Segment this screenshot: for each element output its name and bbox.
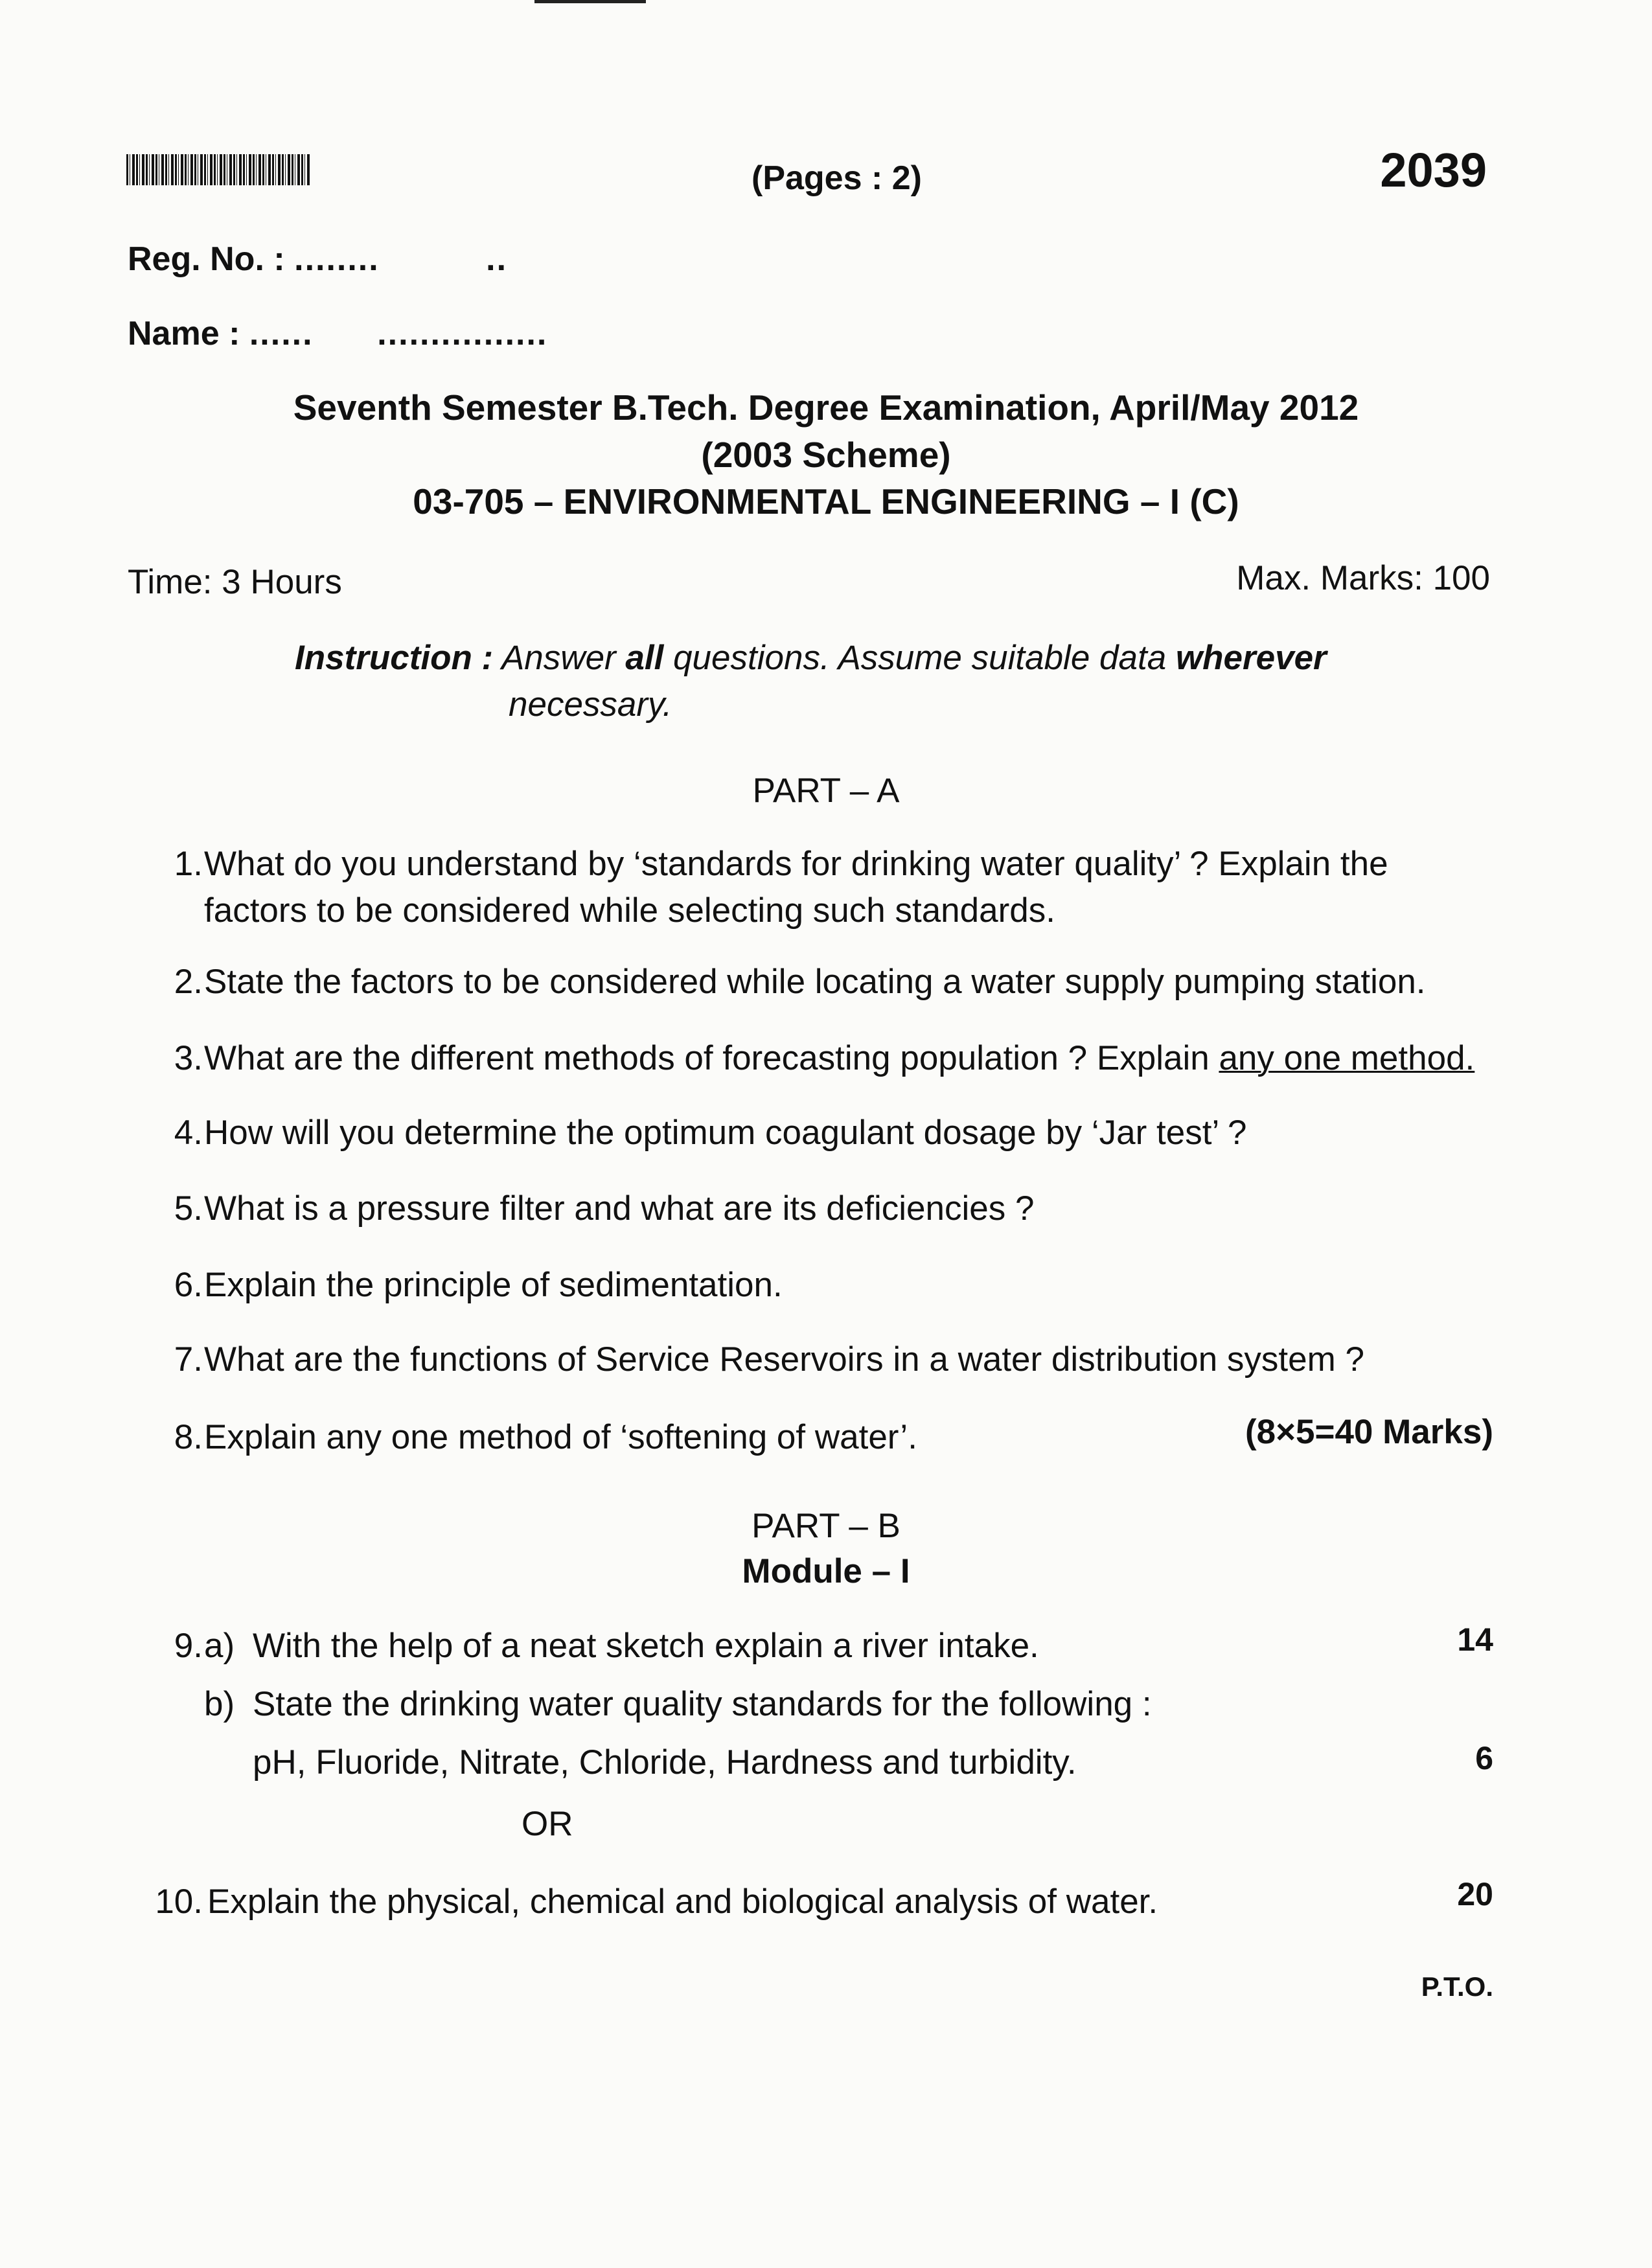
question-text: State the drinking water quality standards for the following : [253, 1685, 1152, 1723]
question-text: Explain the physical, chemical and biological analysis of water. [207, 1883, 1158, 1921]
question-text: What are the functions of Service Reservoirs in a water distribution system ? [204, 1340, 1364, 1379]
question-number: 3. [174, 1039, 203, 1077]
time-allowed: Time: 3 Hours [128, 563, 342, 601]
reg-no-field [128, 240, 507, 279]
instruction-text-4: wherever [1175, 639, 1327, 677]
or-separator: OR [522, 1805, 573, 1843]
question-2 [126, 959, 1426, 1005]
page-turn-over: P.T.O. [1421, 1971, 1493, 2002]
question-5 [126, 1186, 1035, 1232]
page-count: (Pages : 2) [751, 159, 922, 197]
name-label: Name : [128, 315, 240, 352]
instruction-label: Instruction : [295, 639, 494, 677]
subpart-label: b) [204, 1685, 235, 1723]
name-field [128, 314, 547, 353]
part-a-heading: PART – A [752, 772, 900, 810]
part-a-marks: (8×5=40 Marks) [1245, 1413, 1493, 1451]
question-number: 6. [174, 1266, 203, 1304]
question-number: 5. [174, 1189, 203, 1228]
question-8 [126, 1414, 917, 1461]
question-text-part: What are the different methods of forecasting population ? Explain [204, 1039, 1219, 1077]
question-number: 1. [174, 845, 203, 883]
subpart-label: a) [204, 1627, 235, 1665]
question-text: Explain any one method of ‘softening of water’. [204, 1418, 917, 1456]
question-text [204, 1035, 1474, 1082]
instruction-line-2: necessary. [509, 685, 672, 724]
question-7 [126, 1336, 1364, 1383]
question-text-cont: factors to be considered while selecting such standards. [204, 891, 1055, 930]
reg-no-label: Reg. No. : [128, 240, 285, 278]
part-b-heading: PART – B [751, 1507, 901, 1545]
question-number: 10. [155, 1883, 203, 1921]
question-4 [126, 1110, 1247, 1156]
q10-marks: 20 [1457, 1876, 1493, 1912]
paper-code: 2039 [1380, 143, 1487, 197]
barcode [126, 154, 311, 185]
question-1 [126, 841, 1388, 930]
question-10 [126, 1879, 1158, 1925]
max-marks: Max. Marks: 100 [1236, 559, 1490, 597]
question-9a [126, 1623, 1039, 1669]
instruction-text-3: questions. Assume suitable data [663, 639, 1176, 677]
question-number: 8. [174, 1418, 203, 1456]
q9a-marks: 14 [1457, 1621, 1493, 1658]
name-blank: ...... ................ [249, 315, 548, 352]
question-number: 7. [174, 1340, 203, 1379]
question-text: What is a pressure filter and what are its deficiencies ? [204, 1189, 1035, 1228]
question-number: 2. [174, 963, 203, 1001]
question-text: What do you understand by ‘standards for drinking water quality’ ? Explain the [204, 845, 1388, 883]
module-heading: Module – I [742, 1552, 910, 1590]
question-number: 9. [174, 1627, 203, 1665]
question-text: With the help of a neat sketch explain a river intake. [253, 1627, 1039, 1665]
underlined-text: any one method. [1219, 1039, 1475, 1077]
reg-no-blank: ........ .. [294, 240, 508, 278]
instruction [295, 635, 1327, 724]
q9b-marks: 6 [1475, 1740, 1493, 1776]
question-text-cont: pH, Fluoride, Nitrate, Chloride, Hardness and turbidity. [253, 1743, 1077, 1781]
top-rule [534, 0, 646, 3]
question-3 [126, 1035, 1475, 1082]
question-number: 4. [174, 1114, 203, 1152]
question-6 [126, 1262, 783, 1309]
instruction-text-1: Answer [493, 639, 626, 677]
exam-scheme: (2003 Scheme) [701, 435, 951, 475]
course-title: 03-705 – ENVIRONMENTAL ENGINEERING – I (C) [413, 481, 1239, 521]
question-text: How will you determine the optimum coagulant dosage by ‘Jar test’ ? [204, 1114, 1247, 1152]
exam-title: Seventh Semester B.Tech. Degree Examination, April/May 2012 [293, 387, 1359, 428]
question-text: Explain the principle of sedimentation. [204, 1266, 783, 1304]
question-text: State the factors to be considered while locating a water supply pumping station. [204, 963, 1426, 1001]
instruction-text-2: all [625, 639, 664, 677]
